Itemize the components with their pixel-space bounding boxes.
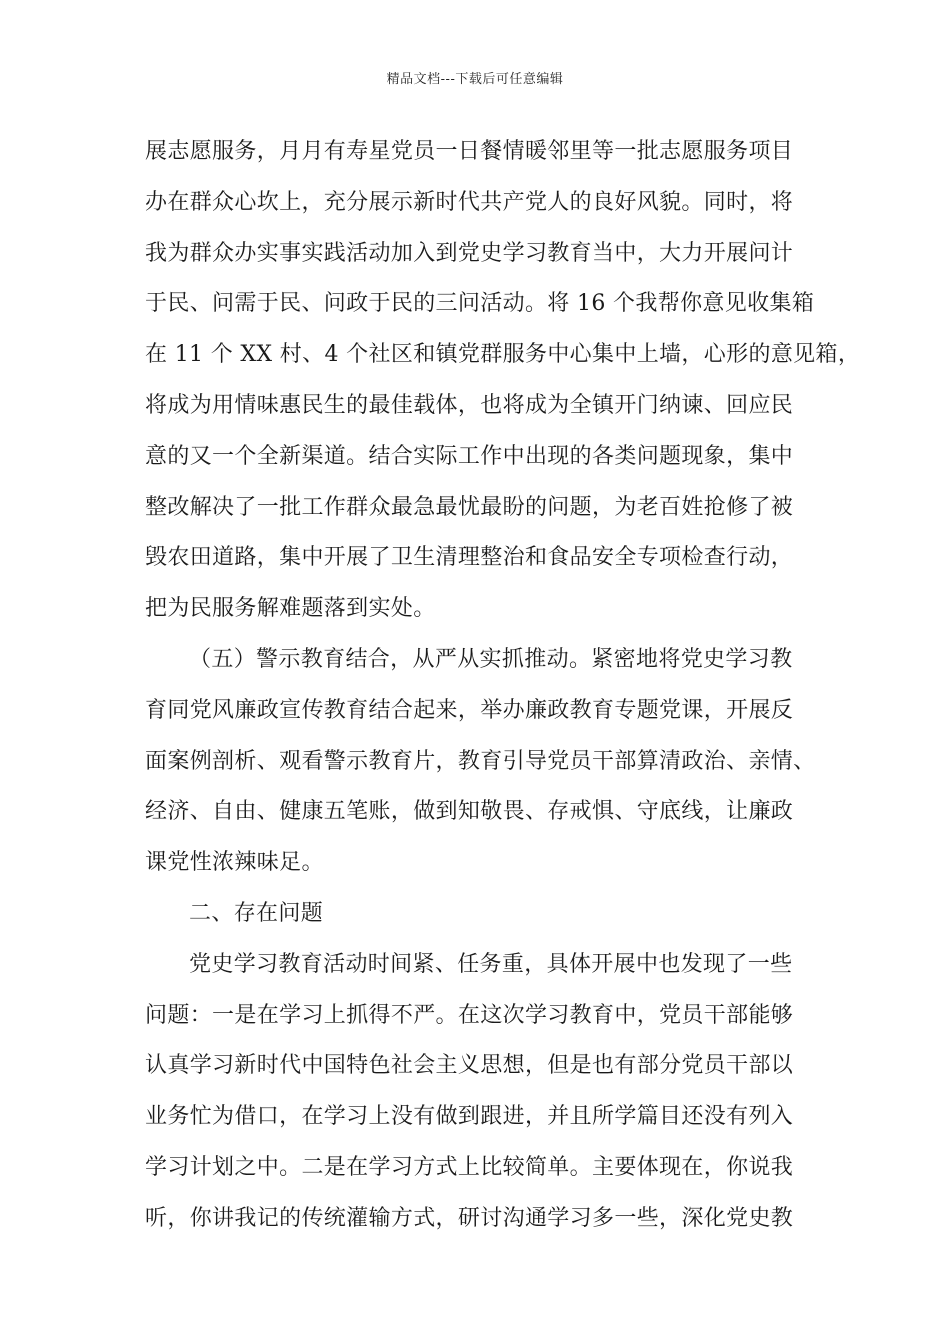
page-header: 精品文档---下载后可任意编辑	[386, 72, 564, 87]
section-heading: 二、存在问题	[189, 900, 324, 926]
text-line: 将成为用情味惠民生的最佳载体，也将成为全镇开门纳谏、回应民	[145, 392, 794, 418]
document-body	[145, 132, 861, 1250]
text-line: 在 11 个 XX 村、4 个社区和镇党群服务中心集中上墙，心形的意见箱，	[145, 342, 861, 368]
text-line: 把为民服务解难题落到实处。	[145, 596, 436, 622]
text-line: 育同党风廉政宣传教育结合起来，举办廉政教育专题党课，开展反	[145, 697, 794, 723]
text-line: 业务忙为借口，在学习上没有做到跟进，并且所学篇目还没有列入	[145, 1104, 794, 1130]
text-line: 整改解决了一批工作群众最急最忧最盼的问题，为老百姓抢修了被	[145, 494, 794, 520]
paragraph-heading-five: （五）警示教育结合，从严从实抓推动。紧密地将党史学习教	[189, 646, 793, 672]
text-line: 认真学习新时代中国特色社会主义思想，但是也有部分党员干部以	[145, 1053, 794, 1079]
text-line: 展志愿服务，月月有寿星党员一日餐情暖邻里等一批志愿服务项目	[145, 139, 794, 164]
text-line: 于民、问需于民、问政于民的三问活动。将 16 个我帮你意见收集箱	[145, 291, 815, 317]
text-line: 听，你讲我记的传统灌输方式，研讨沟通学习多一些，深化党史教	[145, 1205, 794, 1231]
text-line: 办在群众心坎上，充分展示新时代共产党人的良好风貌。同时，将	[145, 189, 794, 215]
text-line: 面案例剖析、观看警示教育片，教育引导党员干部算清政治、亲情、	[145, 748, 816, 774]
text-line: 学习计划之中。二是在学习方式上比较简单。主要体现在，你说我	[145, 1154, 794, 1180]
text-line: 党史学习教育活动时间紧、任务重，具体开展中也发现了一些	[189, 951, 793, 977]
text-line: 毁农田道路，集中开展了卫生清理整治和食品安全专项检查行动，	[145, 545, 794, 571]
text-line: 我为群众办实事实践活动加入到党史学习教育当中，大力开展问计	[145, 240, 794, 266]
text-line: 问题：一是在学习上抓得不严。在这次学习教育中，党员干部能够	[145, 1002, 794, 1028]
text-line: 课党性浓辣味足。	[145, 850, 324, 876]
text-line: 经济、自由、健康五笔账，做到知敬畏、存戒惧、守底线，让廉政	[145, 799, 794, 825]
text-line: 意的又一个全新渠道。结合实际工作中出现的各类问题现象，集中	[145, 443, 794, 469]
